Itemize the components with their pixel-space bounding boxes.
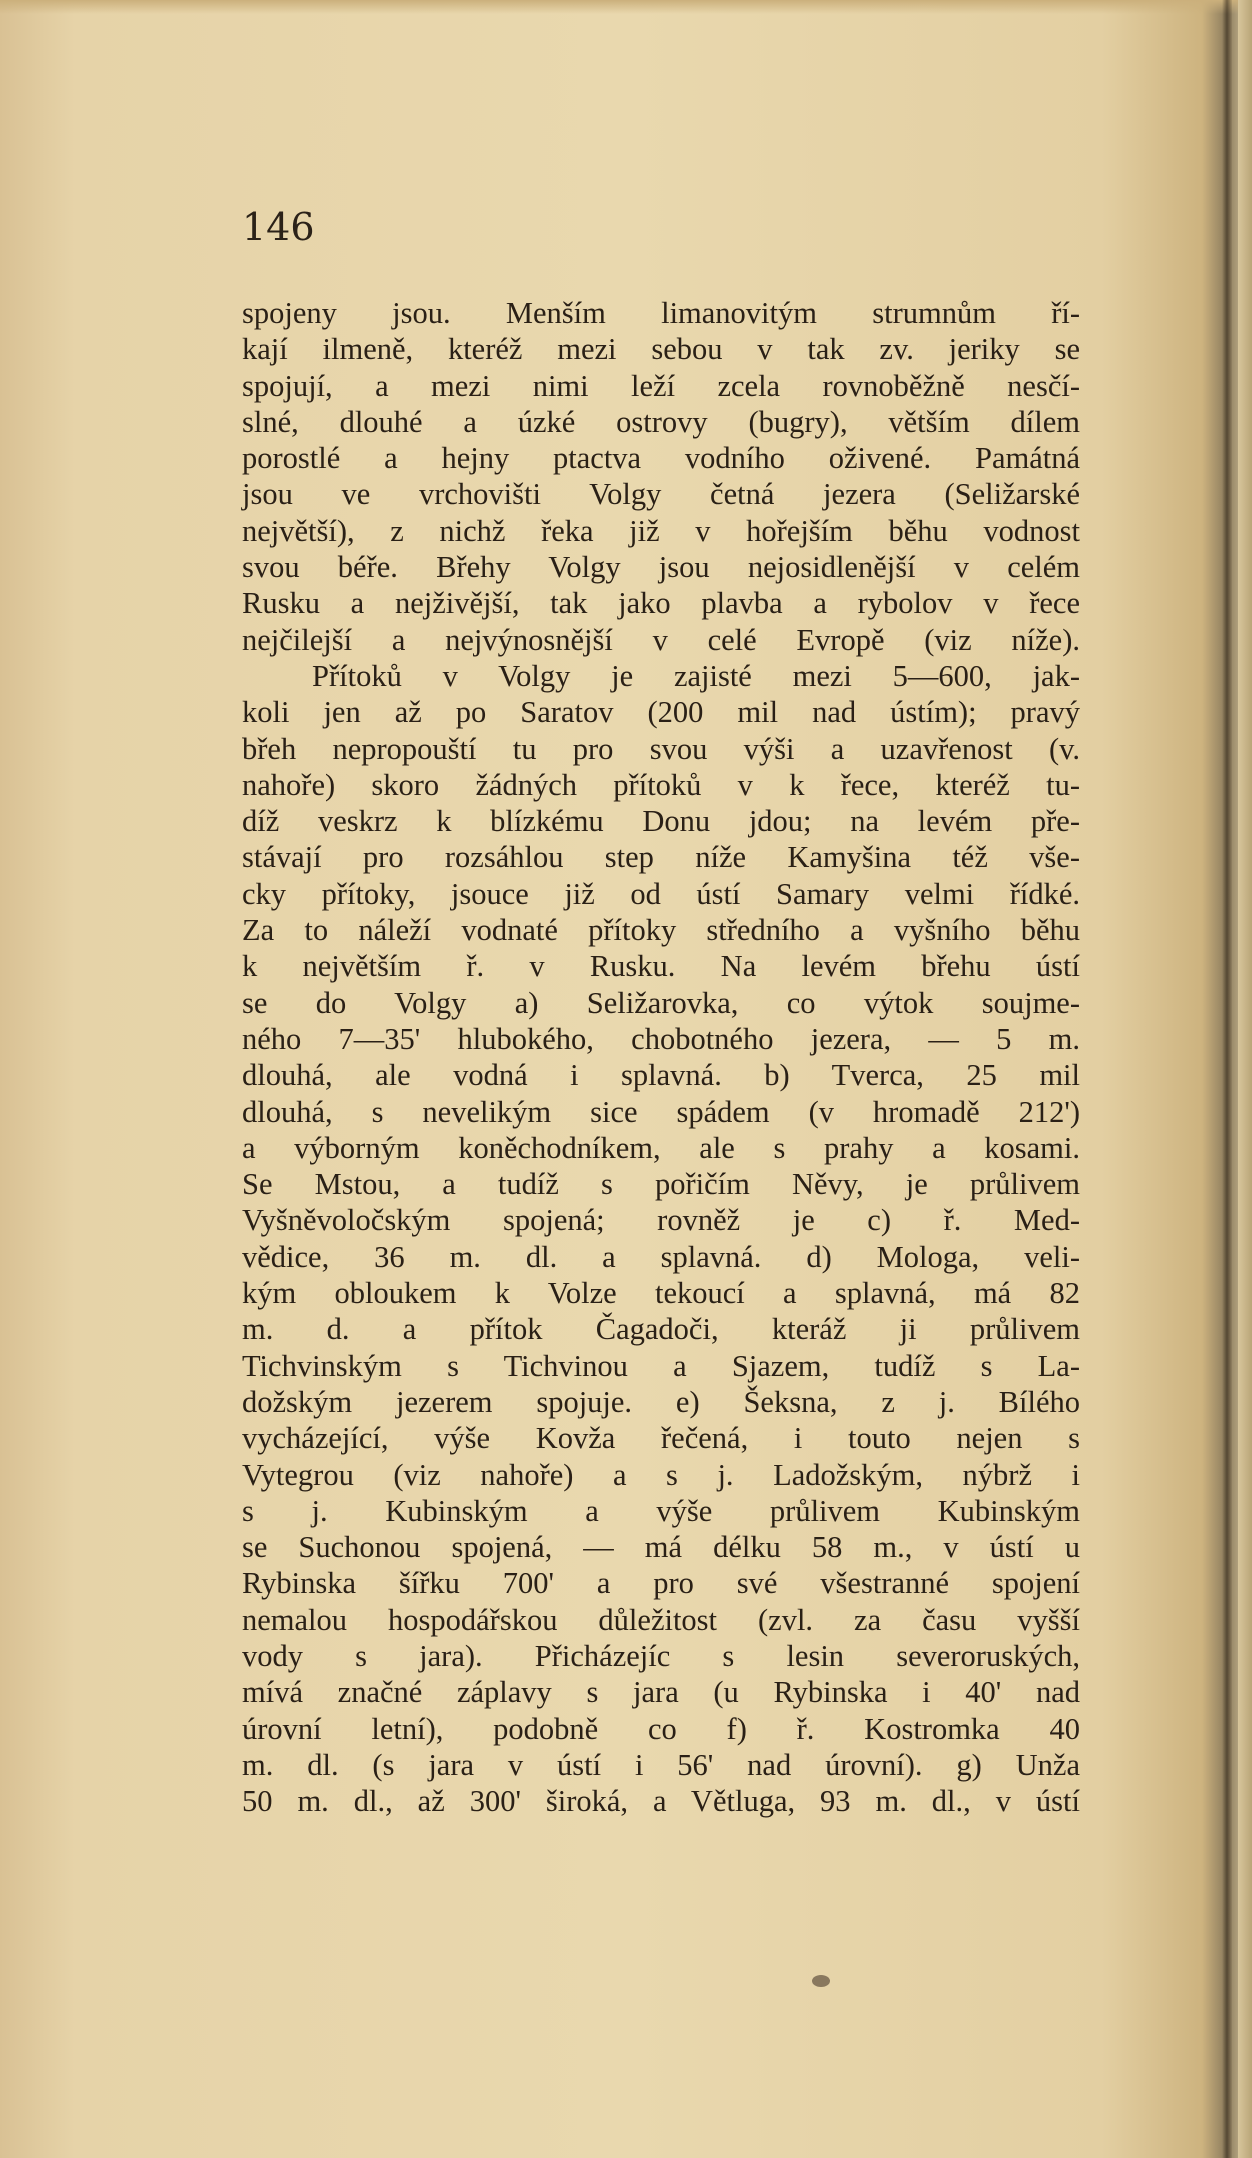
text-line: vody s jara). Přicházejíc s lesin severoruských, <box>242 1638 1080 1673</box>
text-line: nejčilejší a nejvýnosnější v celé Evropě (viz níže). <box>242 622 1080 657</box>
text-line: Přítoků v Volgy je zajisté mezi 5—600, jak- <box>312 658 1080 693</box>
text-line: dlouhá, ale vodná i splavná. b) Tverca, 25 mil <box>242 1058 1080 1093</box>
text-line: m. dl. (s jara v ústí i 56' nad úrovní). g) Unža <box>242 1747 1080 1782</box>
text-line: slné, dlouhé a úzké ostrovy (bugry), větším dílem <box>242 404 1080 439</box>
text-line: Se Mstou, a tudíž s pořičím Něvy, je průlivem <box>242 1167 1080 1202</box>
text-line: mívá značné záplavy s jara (u Rybinska i 40' nad <box>242 1675 1080 1710</box>
text-line: svou béře. Břehy Volgy jsou nejosidlenější v celém <box>242 550 1080 585</box>
text-line: cky přítoky, jsouce již od ústí Samary velmi řídké. <box>242 876 1080 911</box>
text-line: spojují, a mezi nimi leží zcela rovnoběžně nesčí- <box>242 368 1080 403</box>
text-line: kají ilmeně, kteréž mezi sebou v tak zv. jeriky se <box>242 332 1080 367</box>
body-text <box>242 295 1080 1819</box>
text-line: Tichvinským s Tichvinou a Sjazem, tudíž s La- <box>242 1348 1080 1383</box>
text-line: stávají pro rozsáhlou step níže Kamyšina též vše- <box>242 840 1080 875</box>
text-line: 50 m. dl., až 300' široká, a Větluga, 93 m. dl., v ústí <box>242 1784 1080 1819</box>
text-line: kým obloukem k Volze tekoucí a splavná, má 82 <box>242 1276 1080 1311</box>
text-line: porostlé a hejny ptactva vodního oživené. Památná <box>242 441 1080 476</box>
text-line: k největším ř. v Rusku. Na levém břehu ústí <box>242 949 1080 984</box>
text-line: Rybinska šířku 700' a pro své všestranné spojení <box>242 1566 1080 1601</box>
text-line: se do Volgy a) Seližarovka, co výtok soujme- <box>242 985 1080 1020</box>
page-number: 146 <box>242 205 315 249</box>
text-line: m. d. a přítok Čagadoči, kteráž ji průlivem <box>242 1312 1080 1347</box>
text-line: nemalou hospodářskou důležitost (zvl. za času vyšší <box>242 1602 1080 1637</box>
text-line: vycházející, výše Kovža řečená, i touto nejen s <box>242 1421 1080 1456</box>
text-line: spojeny jsou. Menším limanovitým strumnům ří- <box>242 296 1080 330</box>
text-line: největší), z nichž řeka již v hořejším běhu vodnost <box>242 513 1080 548</box>
text-line: Vytegrou (viz nahoře) a s j. Ladožským, nýbrž i <box>242 1457 1080 1492</box>
text-line: jsou ve vrchovišti Volgy četná jezera (Seližarské <box>242 477 1080 512</box>
text-line: Rusku a nejživější, tak jako plavba a rybolov v řece <box>242 586 1080 621</box>
page-outer-edge <box>1238 0 1252 2158</box>
text-line: nahoře) skoro žádných přítoků v k řece, kteréž tu- <box>242 767 1080 802</box>
text-line: Vyšněvoločským spojená; rovněž je c) ř. Med- <box>242 1203 1080 1238</box>
text-line: břeh nepropouští tu pro svou výši a uzavřenost (v. <box>242 731 1080 766</box>
text-line: se Suchonou spojená, — má délku 58 m., v ústí u <box>242 1530 1080 1565</box>
text-line: ného 7—35' hlubokého, chobotného jezera, — 5 m. <box>242 1021 1080 1056</box>
page-top-edge <box>0 0 1252 14</box>
text-line: a výborným koněchodníkem, ale s prahy a kosami. <box>242 1130 1080 1165</box>
text-line: dožským jezerem spojuje. e) Šeksna, z j. Bílého <box>242 1384 1080 1419</box>
text-line: koli jen až po Saratov (200 mil nad ústím); pravý <box>242 695 1080 730</box>
text-line: dlouhá, s nevelikým sice spádem (v hromadě 212') <box>242 1094 1080 1129</box>
text-line: úrovní letní), podobně co f) ř. Kostromka 40 <box>242 1711 1080 1746</box>
ink-stain <box>812 1975 830 1987</box>
text-line: vědice, 36 m. dl. a splavná. d) Mologa, veli- <box>242 1239 1080 1274</box>
text-line: Za to náleží vodnaté přítoky středního a vyšního běhu <box>242 913 1080 948</box>
text-line: s j. Kubinským a výše průlivem Kubinským <box>242 1493 1080 1528</box>
text-line: díž veskrz k blízkému Donu jdou; na levém pře- <box>242 804 1080 839</box>
page-edge-shadow <box>1222 0 1232 2158</box>
